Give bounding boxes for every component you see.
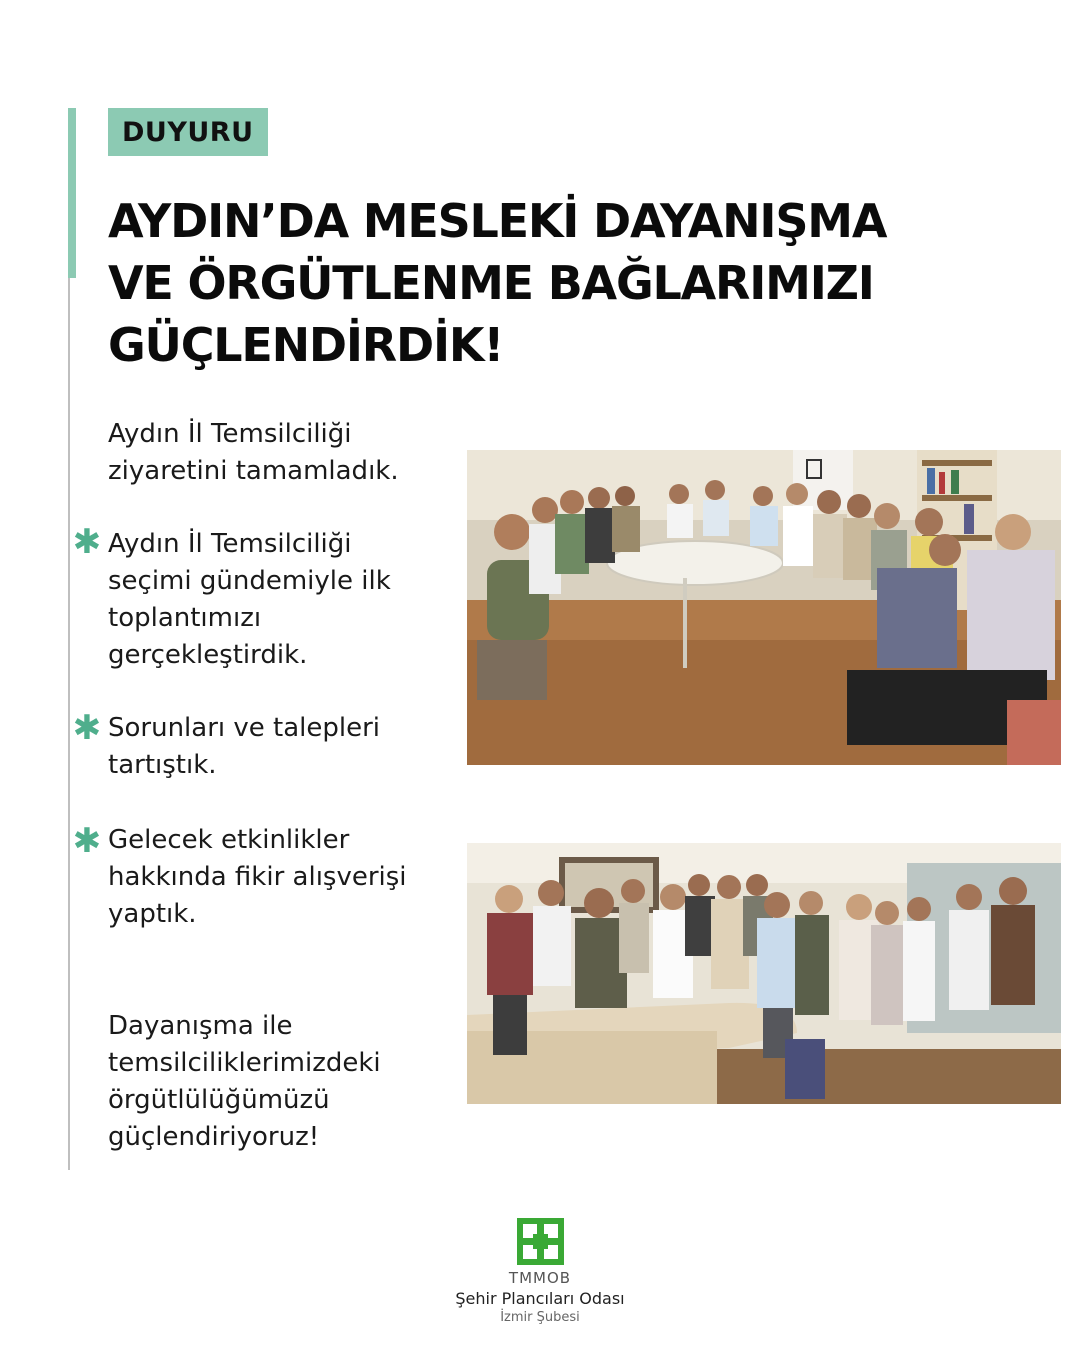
text-line: Aydın İl Temsilciliği [108,419,352,449]
group-photo [467,843,1061,1104]
logo-mark-icon [517,1218,564,1265]
text-line: toplantımızı [108,603,262,633]
bullet-item [108,822,407,933]
logo-branch-name: İzmir Şubesi [500,1310,580,1325]
text-line: güçlendiriyoruz! [108,1122,320,1152]
badge-label: DUYURU [122,116,254,148]
side-rule [68,278,70,1170]
logo-org-name: TMMOB [508,1269,572,1287]
text-line: temsilciliklerimizdeki [108,1048,381,1078]
asterisk-icon: ✱ [72,708,102,748]
headline-line: GÜÇLENDİRDİK! [108,318,504,372]
text-line: hakkında fikir alışverişi [108,862,407,892]
announcement-badge [108,108,268,156]
text-line: Sorunları ve talepleri [108,713,381,743]
text-line: yaptık. [108,899,197,929]
tmmob-logo [0,1218,1080,1325]
text-line: gerçekleştirdik. [108,640,308,670]
asterisk-icon: ✱ [72,821,102,861]
headline-line: VE ÖRGÜTLENME BAĞLARIMIZI [108,256,874,310]
text-line: Dayanışma ile [108,1011,293,1041]
text-line: ziyaretini tamamladık. [108,456,399,486]
headline [108,190,1028,376]
logo-chamber-name: Şehir Plancıları Odası [455,1289,625,1308]
bullet-item [108,710,380,784]
text-line: Gelecek etkinlikler [108,825,350,855]
intro-text [108,416,399,490]
headline-line: AYDIN’DA MESLEKİ DAYANIŞMA [108,194,887,248]
text-line: tartıştık. [108,750,217,780]
text-line: örgütlülüğümüzü [108,1085,330,1115]
accent-bar [68,108,76,278]
asterisk-icon: ✱ [72,522,102,562]
closing-text [108,1008,381,1156]
meeting-photo [467,450,1061,765]
text-line: Aydın İl Temsilciliği [108,529,352,559]
bullet-item [108,526,391,674]
text-line: seçimi gündemiyle ilk [108,566,391,596]
